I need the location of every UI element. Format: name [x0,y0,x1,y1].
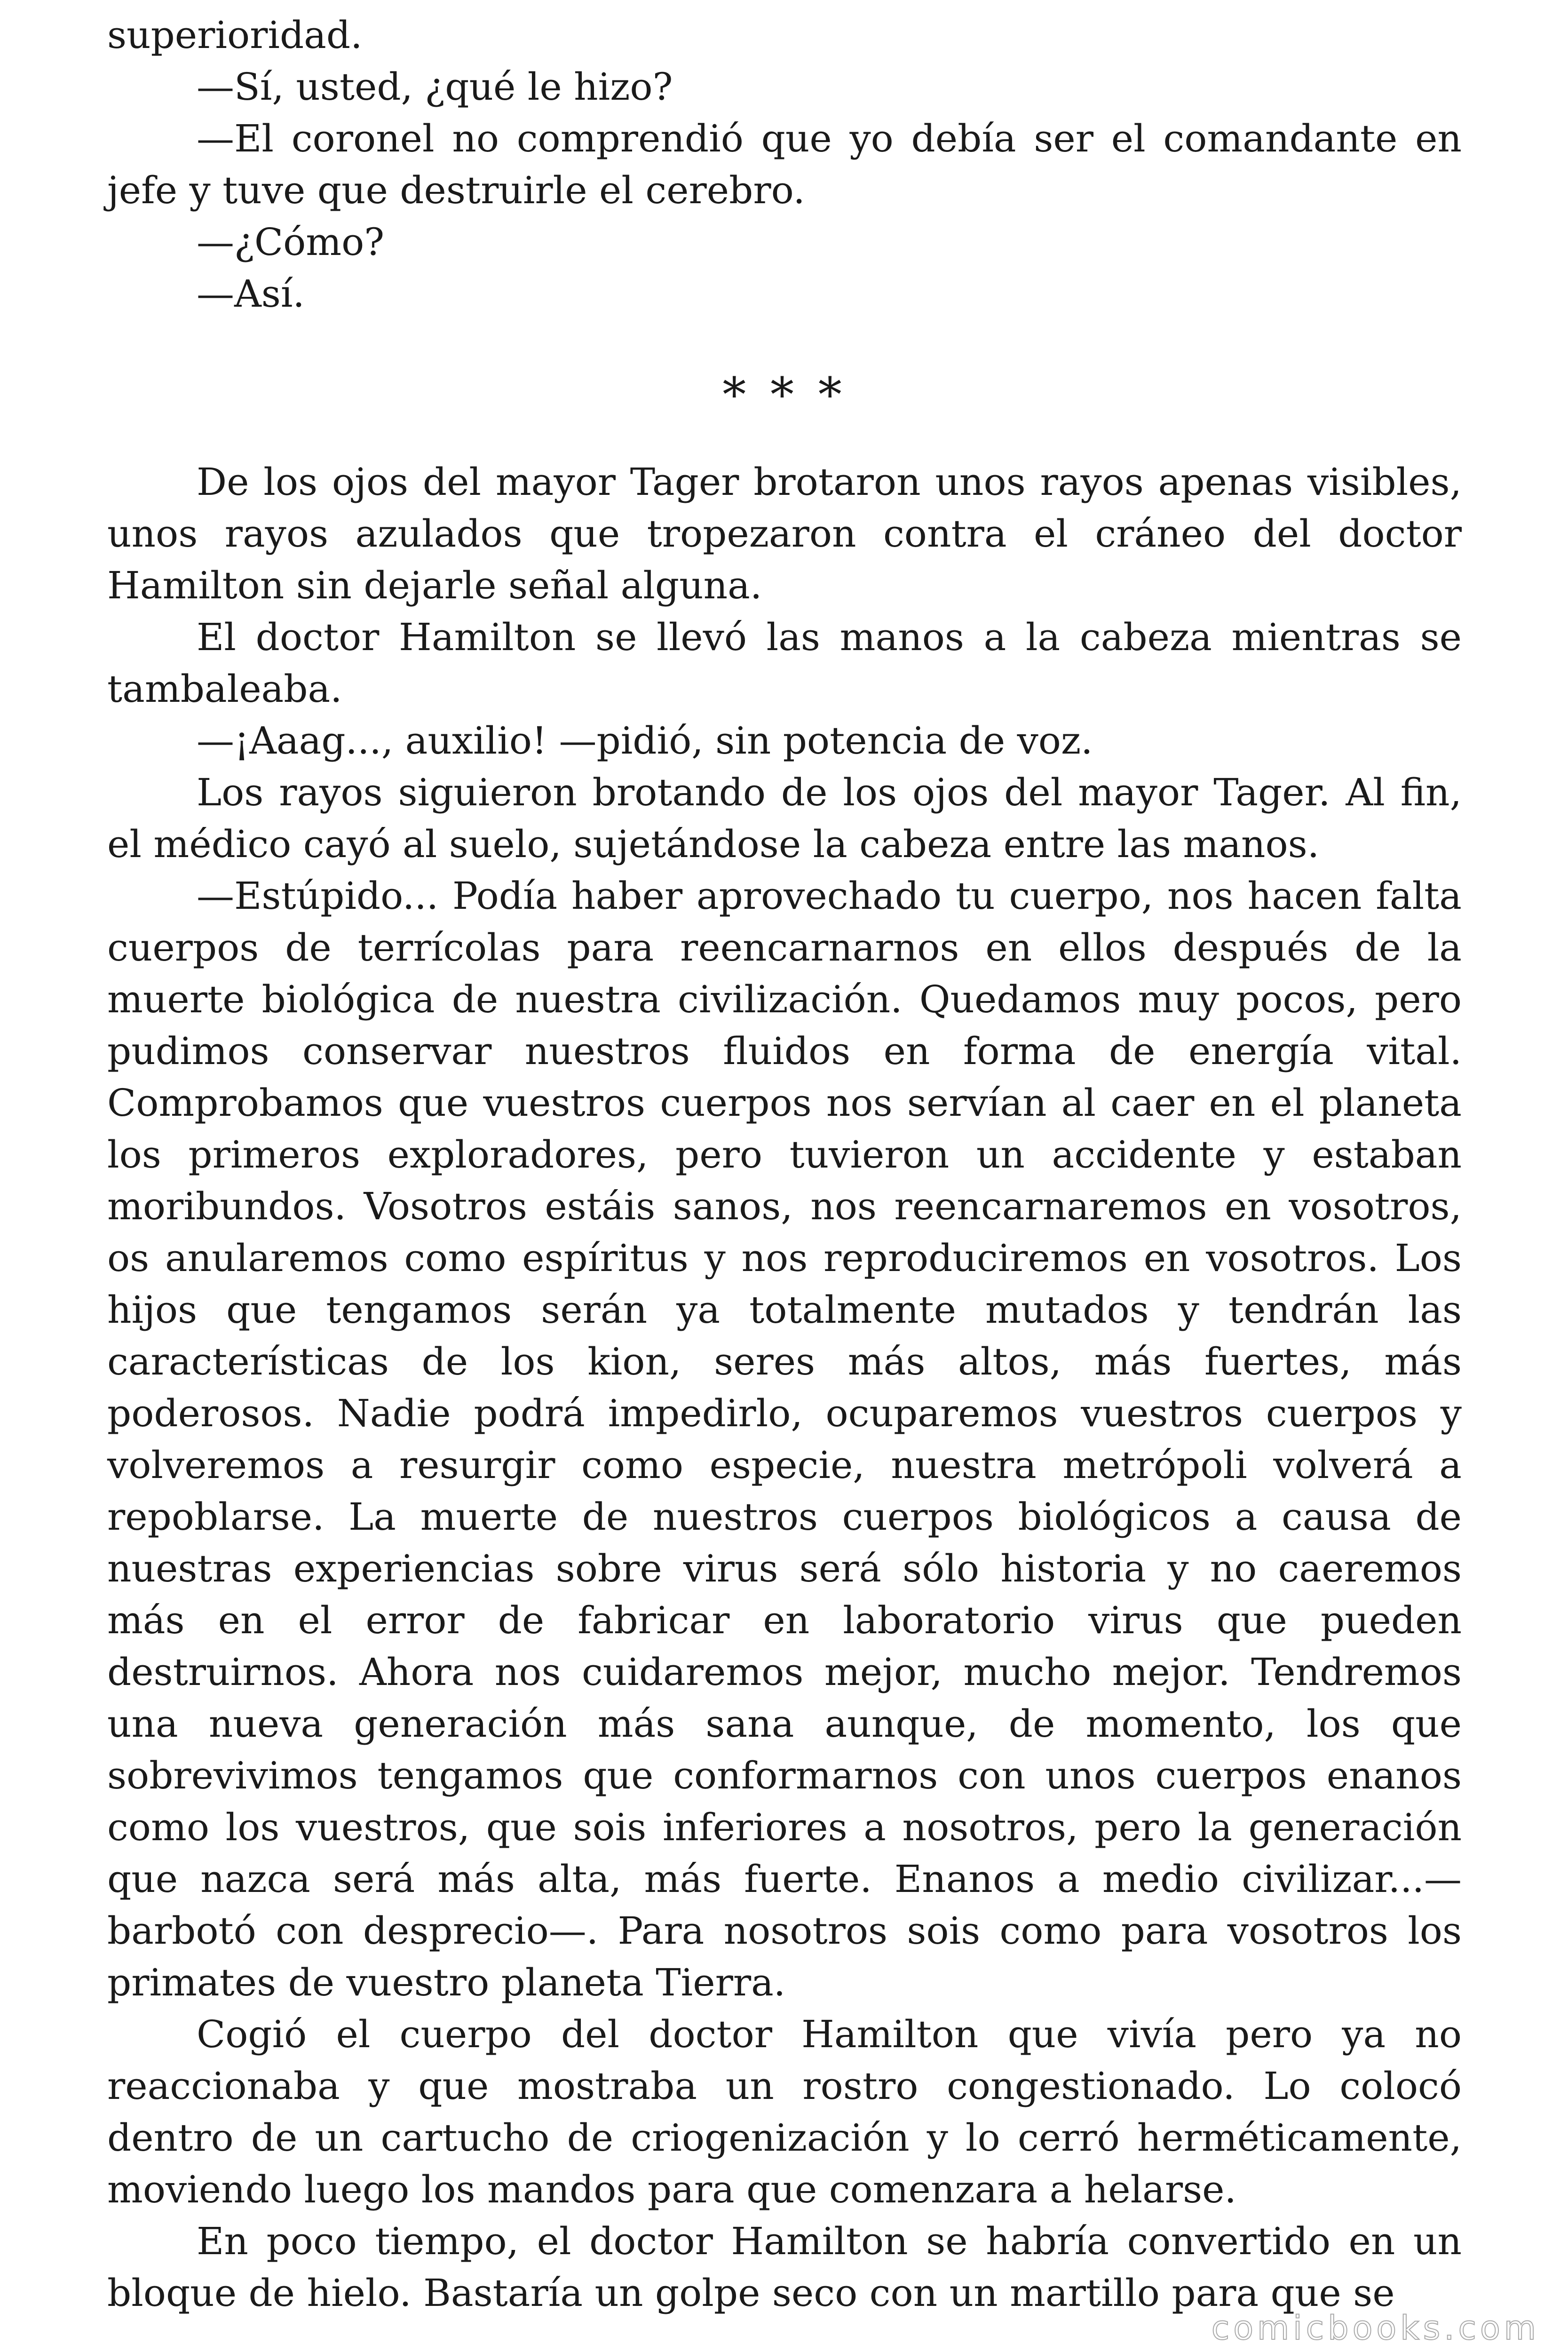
paragraph: De los ojos del mayor Tager brotaron unos rayos apenas visibles, unos rayos azulados que tropezaron contra el cráneo del doctor Hamilton sin dejarle señal alguna. [107,460,1462,607]
dialogue-line: —¿Cómo? [197,220,385,264]
dialogue-line: —El coronel no comprendió que yo debía ser el comandante en jefe y tuve que destruirle el cerebro. [107,117,1462,212]
dialogue-line: —Así. [197,272,305,316]
dialogue-paragraph: —Estúpido... Podía haber aprovechado tu cuerpo, nos hacen falta cuerpos de terrícolas para reencarnarnos en ellos después de la muerte biológica de nuestra civilización. Quedamos muy pocos, pero pudimos conservar nuestros fluidos en forma de energía vital. Comprobamos que vuestros cuerpos nos servían al caer en el planeta los primeros exploradores, pero tuvieron un accidente y estaban moribundos. Vosotros estáis sanos, nos reencarnaremos en vosotros, os anularemos como espíritus y nos reproduciremos en vosotros. Los hijos que tengamos serán ya totalmente mutados y tendrán las características de los kion, seres más altos, más fuertes, más poderosos. Nadie podrá impedirlo, ocuparemos vuestros cuerpos y volveremos a resurgir como especie, nuestra metrópoli volverá a repoblarse. La muerte de nuestros cuerpos biológicos a causa de nuestras experiencias sobre virus será sólo historia y no caeremos más en el error de fabricar en laboratorio virus que pueden destruirnos. Ahora nos cuidaremos mejor, mucho mejor. Tendremos una nueva generación más sana aunque, de momento, los que sobrevivimos tengamos que conformarnos con unos cuerpos enanos como los vuestros, que sois inferiores a nosotros, pero la generación que nazca será más alta, más fuerte. Enanos a medio civilizar...—barbotó con desprecio—. Para nosotros sois como para vosotros los primates de vuestro planeta Tierra. [107,874,1462,2004]
paragraph: Los rayos siguieron brotando de los ojos del mayor Tager. Al fin, el médico cayó al suelo, sujetándose la cabeza entre las manos. [107,771,1462,866]
section-separator: * * * [722,367,847,422]
watermark: comicbooks.com [1211,2309,1540,2347]
dialogue-line: —¡Aaag..., auxilio! —pidió, sin potencia de voz. [197,719,1093,763]
paragraph-continuation: superioridad. [107,13,363,57]
paragraph: El doctor Hamilton se llevó las manos a la cabeza mientras se tambaleaba. [107,615,1462,711]
paragraph: Cogió el cuerpo del doctor Hamilton que vivía pero ya no reaccionaba y que mostraba un rostro congestionado. Lo colocó dentro de un cartucho de criogenización y lo cerró herméticamente, moviendo luego los mandos para que comenzara a helarse. [107,2012,1462,2211]
dialogue-line: —Sí, usted, ¿qué le hizo? [197,65,673,109]
paragraph: En poco tiempo, el doctor Hamilton se habría convertido en un bloque de hielo. Bastaría un golpe seco con un martillo para que se [107,2219,1462,2315]
book-page [107,9,1462,2319]
